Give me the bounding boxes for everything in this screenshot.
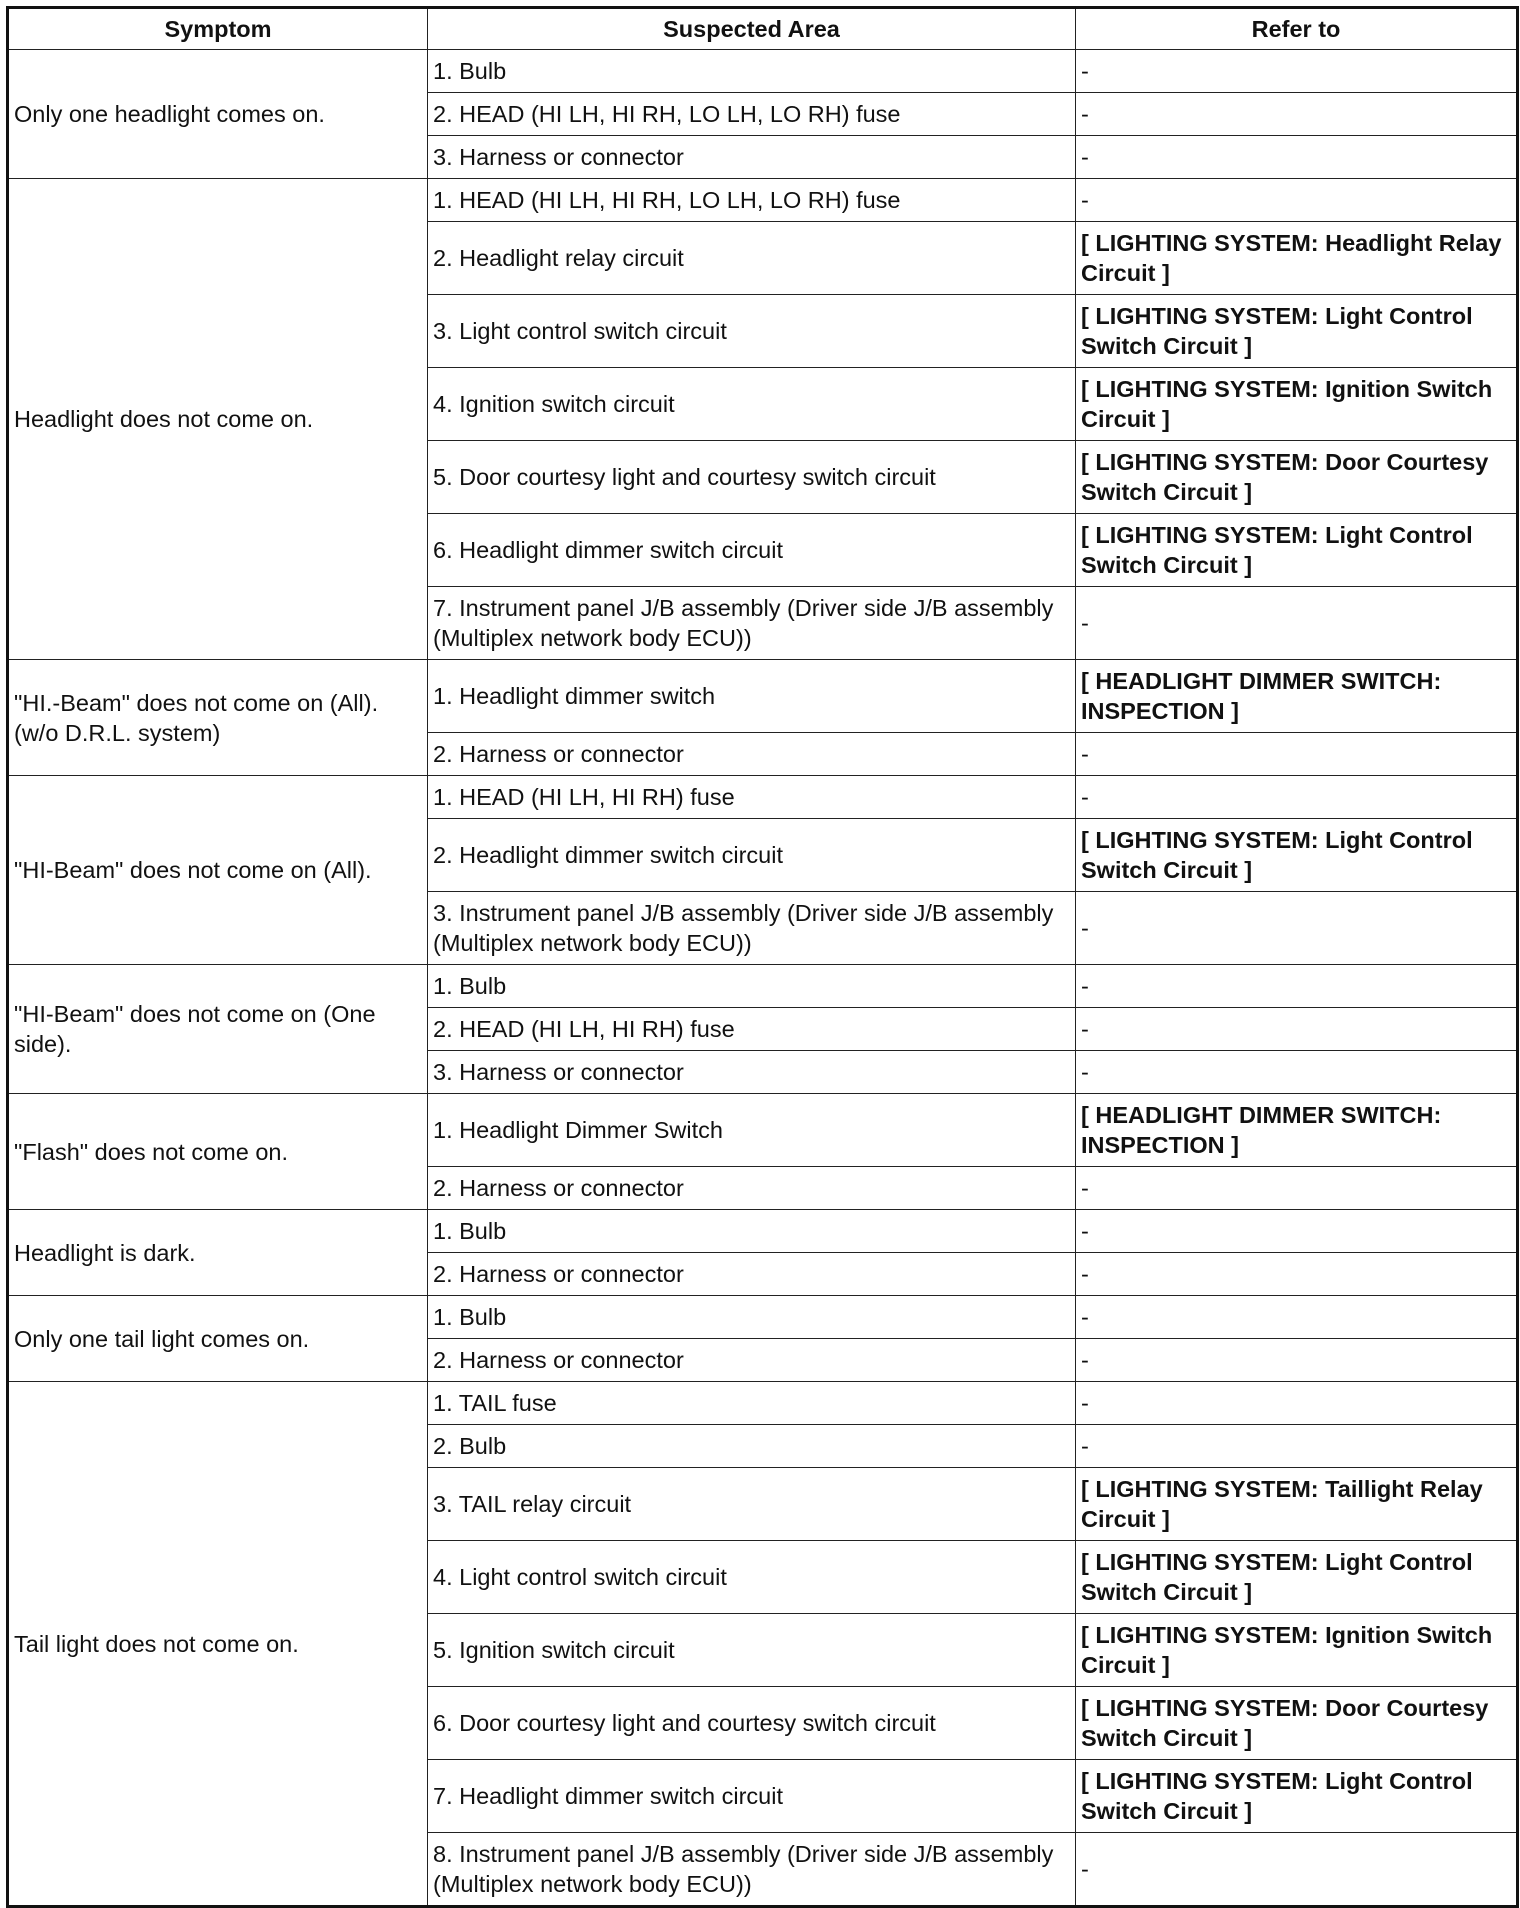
suspected-area-cell: 3. TAIL relay circuit [428,1468,1076,1541]
refer-to-cell[interactable]: [ LIGHTING SYSTEM: Light Control Switch Circuit ] [1076,1541,1518,1614]
troubleshooting-table [6,6,1519,1908]
suspected-area-cell: 2. Harness or connector [428,1339,1076,1382]
suspected-area-cell: 1. Bulb [428,965,1076,1008]
suspected-area-cell: 2. Headlight relay circuit [428,222,1076,295]
refer-to-cell: - [1076,136,1518,179]
suspected-area-cell: 2. Harness or connector [428,1167,1076,1210]
suspected-area-cell: 2. Headlight dimmer switch circuit [428,819,1076,892]
suspected-area-cell: 1. TAIL fuse [428,1382,1076,1425]
refer-to-cell: - [1076,1253,1518,1296]
refer-to-cell: - [1076,1051,1518,1094]
refer-to-cell[interactable]: [ LIGHTING SYSTEM: Ignition Switch Circuit ] [1076,1614,1518,1687]
suspected-area-cell: 2. Harness or connector [428,733,1076,776]
refer-to-cell: - [1076,1167,1518,1210]
refer-to-cell: - [1076,1296,1518,1339]
suspected-area-cell: 7. Instrument panel J/B assembly (Driver side J/B assembly (Multiplex network body ECU)) [428,587,1076,660]
symptom-cell: Only one headlight comes on. [8,50,428,179]
table-row [8,179,1518,222]
symptom-cell: Headlight does not come on. [8,179,428,660]
suspected-area-cell: 1. HEAD (HI LH, HI RH) fuse [428,776,1076,819]
symptom-cell: "HI-Beam" does not come on (All). [8,776,428,965]
suspected-area-cell: 7. Headlight dimmer switch circuit [428,1760,1076,1833]
refer-to-cell[interactable]: [ LIGHTING SYSTEM: Door Courtesy Switch Circuit ] [1076,441,1518,514]
table-row [8,1382,1518,1425]
refer-to-cell: - [1076,1382,1518,1425]
refer-to-cell: - [1076,965,1518,1008]
table-body [8,50,1518,1907]
refer-to-cell: - [1076,1833,1518,1907]
refer-to-cell[interactable]: [ LIGHTING SYSTEM: Light Control Switch Circuit ] [1076,1760,1518,1833]
refer-to-cell[interactable]: [ HEADLIGHT DIMMER SWITCH: INSPECTION ] [1076,660,1518,733]
table-row [8,776,1518,819]
suspected-area-cell: 2. HEAD (HI LH, HI RH) fuse [428,1008,1076,1051]
suspected-area-cell: 2. Harness or connector [428,1253,1076,1296]
symptom-cell: Only one tail light comes on. [8,1296,428,1382]
refer-to-cell[interactable]: [ LIGHTING SYSTEM: Light Control Switch Circuit ] [1076,295,1518,368]
refer-to-cell[interactable]: [ LIGHTING SYSTEM: Door Courtesy Switch Circuit ] [1076,1687,1518,1760]
suspected-area-cell: 3. Light control switch circuit [428,295,1076,368]
refer-to-cell: - [1076,776,1518,819]
refer-to-cell: - [1076,1425,1518,1468]
suspected-area-cell: 3. Harness or connector [428,1051,1076,1094]
refer-to-cell[interactable]: [ LIGHTING SYSTEM: Taillight Relay Circuit ] [1076,1468,1518,1541]
suspected-area-cell: 2. Bulb [428,1425,1076,1468]
table-row [8,660,1518,733]
suspected-area-cell: 1. Bulb [428,1210,1076,1253]
symptom-cell: "HI-Beam" does not come on (One side). [8,965,428,1094]
symptom-cell: "Flash" does not come on. [8,1094,428,1210]
suspected-area-cell: 5. Door courtesy light and courtesy switch circuit [428,441,1076,514]
refer-to-cell: - [1076,1008,1518,1051]
table-row [8,1094,1518,1167]
table-row [8,965,1518,1008]
suspected-area-cell: 1. Bulb [428,50,1076,93]
refer-to-cell[interactable]: [ LIGHTING SYSTEM: Light Control Switch Circuit ] [1076,514,1518,587]
symptom-cell: Tail light does not come on. [8,1382,428,1907]
troubleshooting-table-container [6,6,1519,1908]
suspected-area-cell: 4. Light control switch circuit [428,1541,1076,1614]
refer-to-cell: - [1076,587,1518,660]
suspected-area-cell: 4. Ignition switch circuit [428,368,1076,441]
refer-to-cell[interactable]: [ LIGHTING SYSTEM: Ignition Switch Circuit ] [1076,368,1518,441]
refer-to-cell[interactable]: [ LIGHTING SYSTEM: Headlight Relay Circuit ] [1076,222,1518,295]
suspected-area-cell: 5. Ignition switch circuit [428,1614,1076,1687]
suspected-area-cell: 8. Instrument panel J/B assembly (Driver side J/B assembly (Multiplex network body ECU)) [428,1833,1076,1907]
table-row [8,50,1518,93]
symptom-cell: Headlight is dark. [8,1210,428,1296]
refer-to-cell[interactable]: [ HEADLIGHT DIMMER SWITCH: INSPECTION ] [1076,1094,1518,1167]
suspected-area-cell: 1. Headlight Dimmer Switch [428,1094,1076,1167]
suspected-area-cell: 3. Harness or connector [428,136,1076,179]
suspected-area-cell: 6. Door courtesy light and courtesy switch circuit [428,1687,1076,1760]
refer-to-cell: - [1076,892,1518,965]
refer-to-cell[interactable]: [ LIGHTING SYSTEM: Light Control Switch Circuit ] [1076,819,1518,892]
table-row [8,1296,1518,1339]
refer-to-cell: - [1076,179,1518,222]
suspected-area-cell: 6. Headlight dimmer switch circuit [428,514,1076,587]
header-suspected-area: Suspected Area [428,8,1076,50]
refer-to-cell: - [1076,1210,1518,1253]
table-row [8,1210,1518,1253]
header-symptom: Symptom [8,8,428,50]
header-refer-to: Refer to [1076,8,1518,50]
header-row [8,8,1518,50]
symptom-cell: "HI.-Beam" does not come on (All). (w/o D.R.L. system) [8,660,428,776]
suspected-area-cell: 1. HEAD (HI LH, HI RH, LO LH, LO RH) fuse [428,179,1076,222]
suspected-area-cell: 1. Headlight dimmer switch [428,660,1076,733]
refer-to-cell: - [1076,1339,1518,1382]
refer-to-cell: - [1076,50,1518,93]
refer-to-cell: - [1076,93,1518,136]
suspected-area-cell: 1. Bulb [428,1296,1076,1339]
suspected-area-cell: 3. Instrument panel J/B assembly (Driver side J/B assembly (Multiplex network body ECU)) [428,892,1076,965]
suspected-area-cell: 2. HEAD (HI LH, HI RH, LO LH, LO RH) fuse [428,93,1076,136]
refer-to-cell: - [1076,733,1518,776]
